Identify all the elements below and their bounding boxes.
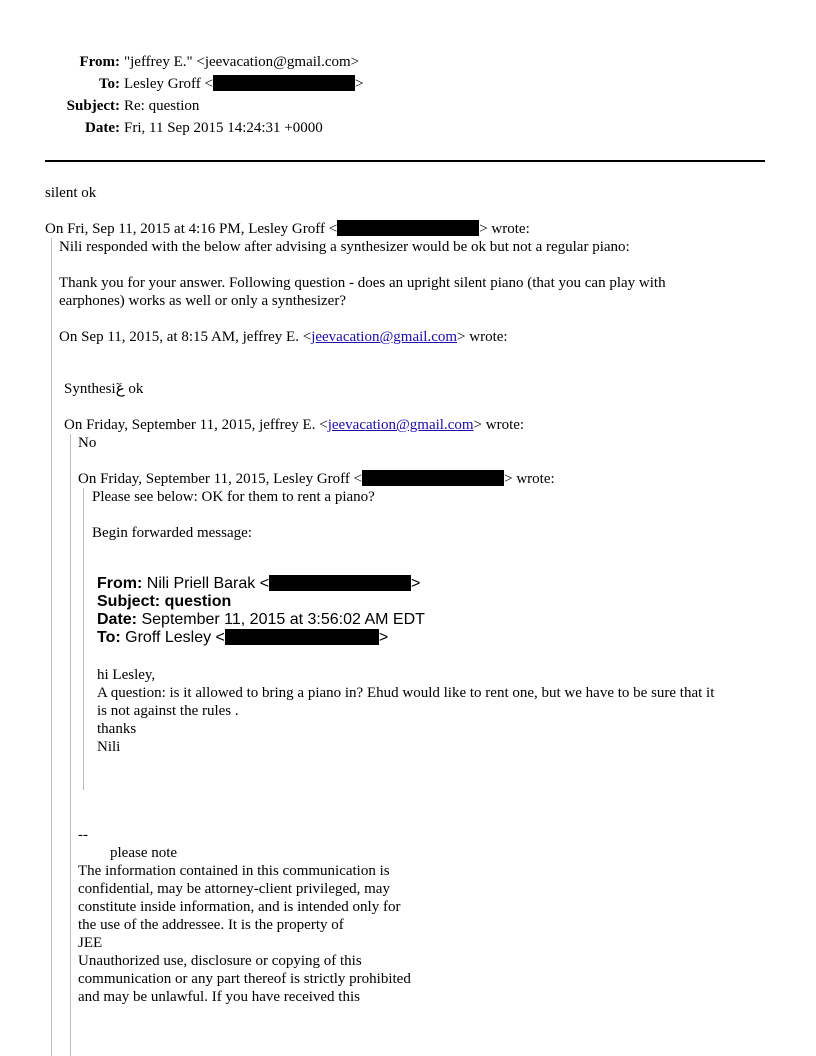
date-label: Date: [85,120,120,136]
quote-attribution-3: On Friday, September 11, 2015, jeffrey E. <jeevacation@gmail.com> wrote: [64,417,525,433]
from-value: "jeffrey E." <jeevacation@gmail.com> [124,54,360,70]
message-line: A question: is it allowed to bring a piano in? Ehud would like to rent one, but we have to be sure that it [97,685,715,701]
email-header [0,53,363,141]
forwarded-from-row: From: Nili Priell Barak < > [97,575,421,592]
quoted-line: No [78,435,97,451]
reply-text: silent ok [45,185,97,201]
redaction-bar [362,470,504,486]
redaction-bar [269,575,411,591]
subject-label: Subject: [66,98,120,114]
quoted-line: Nili responded with the below after advising a synthesizer would be ok but not a regular piano: [59,239,630,255]
header-to-row [0,75,363,97]
redaction-bar [225,629,379,645]
quoted-line: Synthesiعٓ ok [64,381,144,397]
quoted-line: Begin forwarded message: [92,525,252,541]
quoted-line: Please see below: OK for them to rent a piano? [92,489,375,505]
quoted-line: Thank you for your answer. Following question - does an upright silent piano (that you can play with [59,275,666,291]
header-subject-row [0,97,363,119]
quote-attribution-1: On Fri, Sep 11, 2015 at 4:16 PM, Lesley Groff < > wrote: [45,221,530,237]
header-from-row [0,53,363,75]
message-line: hi Lesley, [97,667,156,683]
from-label: From: [79,54,120,70]
to-close-bracket: > [355,76,364,92]
redaction-bar [337,220,479,236]
message-line: is not against the rules . [97,703,239,719]
quote-bar-level-1 [51,238,52,1056]
header-divider [45,160,765,162]
email-link[interactable]: jeevacation@gmail.com [311,329,458,345]
message-line: Nili [97,739,121,755]
forwarded-subject-row: Subject: question [97,593,232,610]
quoted-line: earphones) works as well or only a synthesizer? [59,293,346,309]
forwarded-date-row: Date: September 11, 2015 at 3:56:02 AM EDT [97,611,425,628]
quote-attribution-2: On Sep 11, 2015, at 8:15 AM, jeffrey E. <jeevacation@gmail.com> wrote: [59,329,508,345]
disclaimer-text: The information contained in this communication is confidential, may be attorney-client privileged, may constitute inside information, and is intended only for the use of the addressee. It is the property of JEE Unauthorized use, disclosure or copying of this communication or any part thereof is strictly prohibited and may be unlawful. If you have received this [78,863,411,1005]
subject-value: Re: question [124,98,200,114]
forwarded-to-row: To: Groff Lesley < > [97,629,389,646]
email-link[interactable]: jeevacation@gmail.com [327,417,474,433]
to-value: Lesley Groff < [124,76,213,92]
quote-bar-level-2 [70,434,71,1056]
date-value: Fri, 11 Sep 2015 14:24:31 +0000 [124,120,323,136]
signature-separator: -- [78,827,88,843]
redaction-bar [213,75,355,91]
quote-attribution-4: On Friday, September 11, 2015, Lesley Groff < > wrote: [78,471,555,487]
quote-bar-level-3 [83,488,84,790]
header-date-row [0,119,363,141]
message-line: thanks [97,721,137,737]
signature-note: please note [110,845,178,861]
to-label: To: [98,76,120,92]
